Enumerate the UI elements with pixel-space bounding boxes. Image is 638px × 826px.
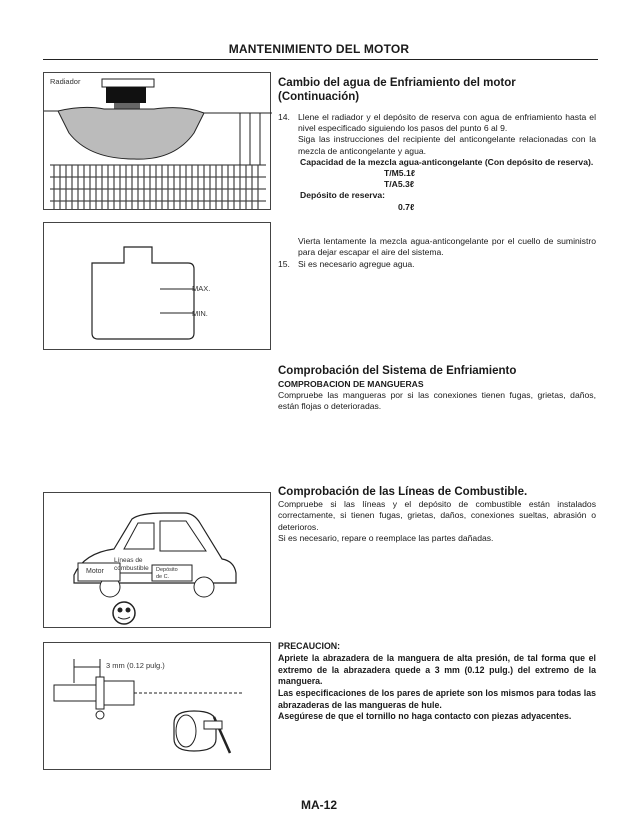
reservoir-drawing <box>44 223 272 351</box>
caution-text-1: Apriete la abrazadera de la manguera de alta presión, de tal forma que el extremo de la abrazadera quede a 3 mm (0.12 pulg.) del extremo de la manguera. <box>278 653 596 687</box>
caution-text-2: Las especificaciones de los pares de apriete son los mismos para todas las abrazaderas de las mangueras de hule. <box>278 688 596 710</box>
capacity-label: Capacidad de la mezcla agua-anticongelante (Con depósito de reserva). <box>300 156 594 167</box>
liter-symbol: ℓ <box>409 201 415 212</box>
capacity-at-value: T/A5.3 <box>384 179 410 190</box>
header-rule <box>43 59 598 60</box>
max-label: MAX. <box>192 284 211 293</box>
caution-text-3: Asegúrese de que el tornillo no haga contacto con piezas adyacentes. <box>278 711 572 721</box>
reserve-value: 0.7 <box>398 201 410 212</box>
page-header: MANTENIMIENTO DEL MOTOR <box>228 42 410 56</box>
step-14-instructions: Siga las instrucciones del recipiente del anticongelante relacionadas con la mezcla de anticongelante y agua. <box>298 134 596 156</box>
coolant-change-title-2: (Continuación) <box>278 91 360 103</box>
pour-instruction <box>278 236 596 258</box>
reservoir-figure <box>43 222 271 350</box>
capacity-mt <box>384 168 596 179</box>
step-14-number: 14. <box>278 112 290 122</box>
coolant-change-title-1: Cambio del agua de Enfriamiento del motor <box>278 77 516 89</box>
radiator-drawing <box>44 73 272 211</box>
pour-text: Vierta lentamente la mezcla agua-anticongelante por el cuello de suministro para dejar escapar el aire del sistema. <box>298 236 596 258</box>
hose-check-subtitle: COMPROBACION DE MANGUERAS <box>278 379 424 389</box>
tank-label-1: Depósito <box>156 567 178 573</box>
radiator-label: Radiador <box>50 77 81 86</box>
step-15-number: 15. <box>278 259 290 269</box>
step-14 <box>278 112 596 213</box>
clamp-dimension-label: 3 mm (0.12 pulg.) <box>106 661 165 670</box>
step-15-text: Si es necesario agregue agua. <box>298 259 415 269</box>
fuel-lines-title: Comprobación de las Líneas de Combustible. <box>278 486 528 498</box>
step-14-text: Llene el radiador y el depósito de reserva con agua de enfriamiento hasta el nivel especificado siguiendo los pasos del punto 6 al 9. <box>298 112 596 134</box>
clamp-figure <box>43 642 271 770</box>
fuel-lines-label-1: Líneas de <box>114 557 143 564</box>
hose-check-text: Compruebe las mangueras por si las conexiones tienen fugas, grietas, daños, están flojas o deterioradas. <box>278 390 596 412</box>
page-number: MA-12 <box>300 798 337 812</box>
capacity-at <box>384 179 596 190</box>
fuel-lines-text: Compruebe si las líneas y el depósito de combustible están instalados correctamente, si tienen fugas, grietas, daños, conexiones sueltas, abrasión o deterioros. <box>278 499 596 532</box>
liter-symbol: ℓ <box>410 168 415 179</box>
car-drawing <box>44 493 272 629</box>
liter-symbol: ℓ <box>409 179 414 190</box>
reserve-capacity <box>398 202 596 213</box>
caution-heading: PRECAUCION: <box>278 641 341 651</box>
tank-label-2: de C. <box>156 574 170 580</box>
fuel-lines-label-2: combustible <box>114 565 149 572</box>
step-15 <box>278 259 596 270</box>
motor-label: Motor <box>86 568 104 575</box>
cooling-check-title: Comprobación del Sistema de Enfriamiento <box>278 365 517 377</box>
radiator-figure <box>43 72 271 210</box>
fuel-line-figure <box>43 492 271 628</box>
reserve-label: Depósito de reserva: <box>300 190 386 201</box>
min-label: MIN. <box>192 309 208 318</box>
fuel-lines-repair: Si es necesario, repare o reemplace las partes dañadas. <box>278 533 494 543</box>
capacity-mt-value: T/M5.1 <box>384 168 411 179</box>
